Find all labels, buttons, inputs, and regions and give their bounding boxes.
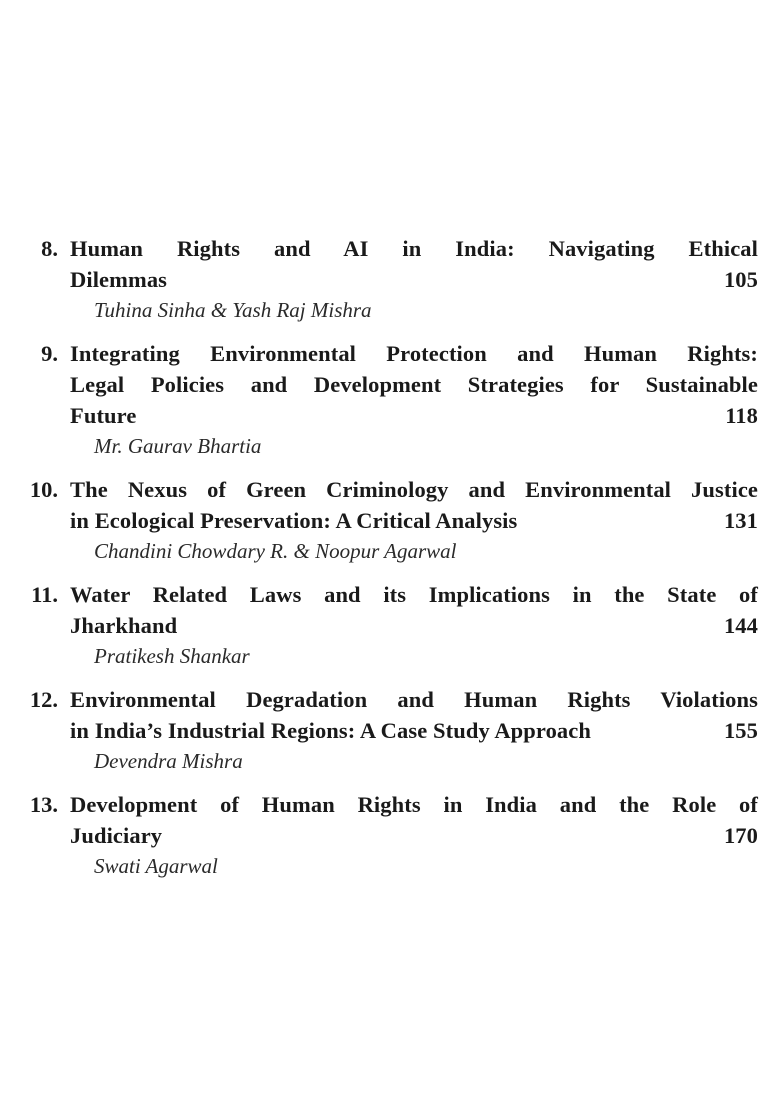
chapter-title: [70, 684, 758, 746]
chapter-authors: Swati Agarwal: [94, 854, 218, 878]
chapter-authors: Pratikesh Shankar: [94, 644, 250, 668]
chapter-title: [70, 579, 758, 641]
chapter-number: 8.: [41, 236, 58, 261]
chapter-title: [70, 233, 758, 295]
toc-entry[interactable]: [0, 338, 780, 461]
chapter-number: 13.: [29, 792, 58, 817]
title-line-last: [70, 264, 758, 295]
title-line: Integrating Environmental Protection and Human Rights:: [70, 341, 758, 366]
chapter-title: [70, 789, 758, 851]
title-line: The Nexus of Green Criminology and Environmental Justice: [70, 477, 758, 502]
title-line: Human Rights and AI in India: Navigating Ethical: [70, 236, 758, 261]
title-line-last: [70, 400, 758, 431]
chapter-number: 11.: [31, 582, 58, 607]
title-line: Dilemmas: [70, 267, 168, 292]
title-line: Judiciary: [70, 823, 163, 848]
chapter-authors: Mr. Gaurav Bhartia: [94, 434, 262, 458]
title-line: Water Related Laws and its Implications in the State of: [70, 582, 758, 607]
toc-entry[interactable]: [0, 789, 780, 881]
title-line: Jharkhand: [70, 613, 178, 638]
title-line-last: [70, 820, 758, 851]
title-line: in Ecological Preservation: A Critical Analysis: [70, 508, 518, 533]
chapter-title: [70, 338, 758, 431]
table-of-contents: [0, 233, 780, 894]
chapter-title: [70, 474, 758, 536]
page-number: 105: [723, 267, 758, 292]
page-number: 170: [723, 823, 758, 848]
chapter-number: 12.: [29, 687, 58, 712]
toc-entry[interactable]: [0, 233, 780, 325]
chapter-authors: Tuhina Sinha & Yash Raj Mishra: [94, 298, 372, 322]
title-line: Future: [70, 403, 137, 428]
chapter-number: 9.: [41, 341, 58, 366]
title-line: Legal Policies and Development Strategies for Sustainable: [70, 372, 758, 397]
chapter-number: 10.: [29, 477, 58, 502]
page-number: 144: [723, 613, 758, 638]
title-line: in India’s Industrial Regions: A Case Study Approach: [70, 718, 591, 743]
page-number: 155: [723, 718, 758, 743]
title-line-last: [70, 505, 758, 536]
page-number: 131: [723, 508, 758, 533]
chapter-authors: Chandini Chowdary R. & Noopur Agarwal: [94, 539, 457, 563]
page-number: 118: [725, 403, 758, 428]
toc-entry[interactable]: [0, 684, 780, 776]
title-line-last: [70, 715, 758, 746]
title-line-last: [70, 610, 758, 641]
toc-entry[interactable]: [0, 579, 780, 671]
title-line: Environmental Degradation and Human Rights Violations: [70, 687, 758, 712]
toc-entry[interactable]: [0, 474, 780, 566]
title-line: Development of Human Rights in India and the Role of: [70, 792, 758, 817]
chapter-authors: Devendra Mishra: [94, 749, 243, 773]
